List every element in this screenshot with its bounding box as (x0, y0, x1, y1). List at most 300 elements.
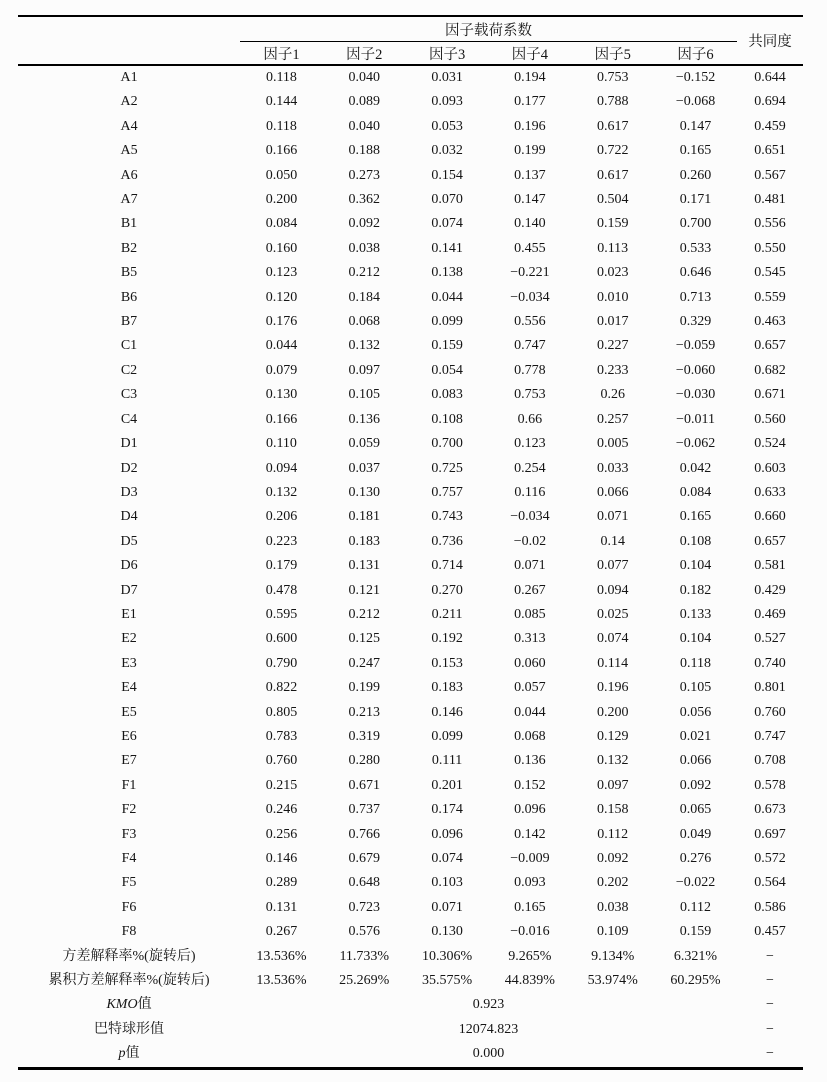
communality-cell: 0.469 (754, 606, 786, 622)
summary-row-label: KMO值 (106, 997, 152, 1013)
row-label: E5 (121, 704, 137, 720)
communality-cell: 0.682 (754, 362, 786, 378)
loading-cell: 0.033 (596, 460, 629, 476)
factor-loadings-group-header: 因子载荷系数 (240, 16, 737, 42)
table-row (18, 530, 803, 554)
row-label: B2 (120, 240, 138, 256)
loading-cell: 0.289 (265, 875, 298, 891)
variance-cell: 9.265% (508, 948, 552, 964)
variance-cell: 9.134% (591, 948, 635, 964)
loading-cell: 0.152 (514, 777, 546, 793)
table-row (18, 334, 803, 358)
table-row (18, 579, 803, 603)
loading-cell: 0.132 (265, 484, 298, 500)
loading-cell: 0.147 (679, 118, 712, 134)
loading-cell: 0.223 (265, 533, 298, 549)
loading-cell: 0.074 (596, 631, 629, 647)
row-label: F4 (121, 851, 137, 866)
loading-cell: 0.105 (679, 680, 712, 696)
loading-cell: 0.044 (514, 704, 546, 720)
table-row (18, 505, 803, 529)
loading-cell: 0.097 (348, 362, 381, 378)
loading-cell: 0.267 (265, 924, 298, 940)
loading-cell: 0.038 (596, 899, 629, 915)
variance-cell: 60.295% (670, 973, 721, 989)
loading-cell: 0.099 (431, 314, 463, 330)
row-label: C3 (120, 387, 138, 403)
table-row (18, 871, 803, 895)
table-row (18, 65, 803, 90)
loading-cell: 0.092 (348, 216, 381, 232)
communality-cell: 0.673 (754, 802, 786, 818)
loading-cell: −0.221 (510, 265, 550, 281)
row-label: B6 (120, 289, 138, 305)
loading-cell: 0.144 (265, 94, 298, 110)
loading-cell: 0.270 (431, 582, 463, 598)
summary-value: 0.000 (472, 1046, 505, 1062)
loading-cell: 0.138 (431, 265, 463, 281)
factor-3-header: 因子3 (406, 42, 489, 66)
variance-cell: 13.536% (256, 948, 307, 964)
factor-header-row (18, 42, 803, 66)
row-label: C1 (120, 338, 138, 354)
row-label: C2 (120, 362, 138, 378)
loading-cell: 0.246 (265, 802, 298, 818)
loading-cell: 0.329 (679, 314, 712, 330)
table-row (18, 823, 803, 847)
loading-cell: 0.071 (431, 899, 463, 915)
variance-cell: 53.974% (587, 973, 638, 989)
communality-cell: 0.572 (754, 851, 786, 866)
row-label: F2 (121, 802, 137, 818)
loading-cell: 0.130 (265, 387, 298, 403)
loading-cell: 0.280 (348, 753, 381, 769)
loading-cell: 0.070 (431, 192, 463, 208)
loading-cell: 0.105 (348, 387, 381, 403)
row-label: F1 (121, 777, 137, 793)
table-row (18, 896, 803, 920)
loading-cell: 0.133 (679, 606, 712, 622)
loading-cell: 0.233 (596, 362, 629, 378)
loading-cell: −0.011 (676, 411, 715, 427)
loading-cell: 0.181 (348, 509, 381, 525)
loading-cell: 0.183 (431, 680, 463, 696)
loading-cell: 0.065 (679, 802, 712, 818)
loading-cell: 0.125 (348, 631, 381, 647)
loading-cell: 0.104 (679, 631, 712, 647)
loading-cell: 0.213 (348, 704, 381, 720)
communality-cell: 0.651 (754, 143, 786, 159)
loading-cell: 0.147 (514, 192, 546, 208)
loading-cell: 0.179 (265, 558, 298, 574)
loading-cell: 0.822 (265, 680, 298, 696)
loading-cell: 0.060 (514, 655, 546, 671)
row-label: D2 (120, 460, 138, 476)
loading-cell: 0.176 (265, 314, 298, 330)
variance-row-label: 累积方差解释率%(旋转后) (48, 973, 210, 989)
row-label: F5 (121, 875, 137, 891)
communality-cell: 0.527 (754, 631, 786, 647)
row-label: A7 (120, 192, 138, 208)
loading-cell: 0.200 (265, 192, 298, 208)
loading-cell: 0.196 (596, 680, 629, 696)
table-row (18, 408, 803, 432)
loading-cell: 0.153 (431, 655, 463, 671)
row-label: A6 (120, 167, 138, 183)
table-row (18, 725, 803, 749)
row-label: A4 (120, 118, 138, 134)
loading-cell: 0.455 (514, 240, 546, 256)
loading-cell: 0.084 (679, 484, 712, 500)
loading-cell: 0.671 (348, 777, 381, 793)
row-label: D3 (120, 484, 138, 500)
row-label: F3 (121, 826, 137, 842)
loading-cell: 0.700 (431, 436, 463, 452)
communality-cell: 0.586 (754, 899, 786, 915)
loading-cell: −0.009 (510, 851, 550, 866)
loading-cell: 0.071 (514, 558, 546, 574)
row-label: D5 (120, 533, 138, 549)
loading-cell: 0.136 (348, 411, 381, 427)
row-label: B5 (120, 265, 138, 281)
loading-cell: 0.790 (265, 655, 298, 671)
summary-row (18, 1018, 803, 1042)
communality-cell: 0.747 (754, 728, 786, 744)
loading-cell: 0.714 (431, 558, 463, 574)
loading-cell: −0.030 (675, 387, 716, 403)
loading-cell: 0.093 (431, 94, 463, 110)
factor-6-header: 因子6 (654, 42, 737, 66)
loading-cell: 0.057 (514, 680, 546, 696)
table-row (18, 554, 803, 578)
loading-cell: 0.736 (431, 533, 463, 549)
empty-label-header (18, 42, 240, 66)
table-row (18, 457, 803, 481)
loading-cell: 0.042 (679, 460, 712, 476)
table-row (18, 261, 803, 285)
loading-cell: 0.533 (679, 240, 712, 256)
loading-cell: −0.02 (513, 533, 547, 549)
loading-cell: 0.121 (348, 582, 381, 598)
loading-cell: 0.757 (431, 484, 463, 500)
loading-cell: 0.700 (679, 216, 712, 232)
loading-cell: 0.129 (596, 728, 629, 744)
communality-cell: 0.671 (754, 387, 786, 403)
loading-cell: 0.166 (265, 411, 298, 427)
table-row (18, 164, 803, 188)
variance-cell: 35.575% (421, 973, 473, 989)
loading-cell: 0.074 (431, 851, 463, 866)
loading-cell: 0.194 (514, 70, 546, 85)
row-label: E4 (121, 680, 137, 696)
loading-cell: 0.215 (265, 777, 298, 793)
loading-cell: 0.159 (679, 924, 712, 940)
loading-cell: 0.111 (431, 753, 463, 769)
table-row (18, 652, 803, 676)
loading-cell: 0.113 (597, 240, 629, 256)
loading-cell: 0.227 (596, 338, 629, 354)
summary-row-label: 巴特球形值 (94, 1021, 165, 1037)
factor-5-header: 因子5 (571, 42, 654, 66)
loading-cell: −0.059 (675, 338, 716, 354)
communality-cell: 0.550 (754, 240, 786, 256)
loading-cell: 0.131 (265, 899, 298, 915)
loading-cell: 0.617 (596, 167, 629, 183)
communality-cell: 0.564 (754, 875, 786, 891)
loading-cell: 0.753 (514, 387, 546, 403)
loading-cell: 0.158 (596, 802, 629, 818)
table-row (18, 603, 803, 627)
loading-cell: 0.123 (514, 436, 546, 452)
communality-cell: 0.578 (754, 777, 786, 793)
loading-cell: 0.040 (348, 118, 381, 134)
loading-cell: 0.032 (431, 143, 463, 159)
variance-cell: 6.321% (673, 948, 718, 964)
row-label: A5 (120, 143, 138, 159)
loading-cell: 0.165 (679, 509, 712, 525)
communality-cell: 0.603 (754, 460, 786, 476)
loading-cell: 0.183 (348, 533, 381, 549)
row-label: E2 (121, 631, 137, 647)
loading-cell: 0.053 (431, 118, 463, 134)
loading-cell: 0.166 (265, 143, 298, 159)
empty-corner-cell (18, 16, 240, 42)
loading-cell: 0.108 (431, 411, 463, 427)
loading-cell: 0.146 (265, 851, 298, 866)
table-row (18, 90, 803, 114)
loading-cell: 0.118 (680, 655, 711, 671)
table-row (18, 676, 803, 700)
loading-cell: 0.130 (431, 924, 463, 940)
loading-cell: −0.034 (510, 289, 550, 305)
loading-cell: 0.077 (596, 558, 629, 574)
loading-cell: 0.778 (514, 362, 546, 378)
loading-cell: 0.743 (431, 509, 463, 525)
table-row (18, 798, 803, 822)
communality-cell: − (766, 997, 774, 1013)
loading-cell: 0.753 (596, 70, 629, 85)
loading-cell: 0.104 (679, 558, 712, 574)
communality-cell: 0.463 (754, 314, 786, 330)
row-label: D4 (120, 509, 138, 525)
loading-cell: 0.747 (514, 338, 546, 354)
loading-cell: 0.118 (265, 70, 297, 85)
communality-cell: 0.556 (754, 216, 786, 232)
table-row (18, 188, 803, 212)
table-body (18, 65, 803, 1068)
communality-cell: 0.559 (754, 289, 786, 305)
row-label: E7 (121, 753, 137, 769)
row-label: E6 (121, 728, 137, 744)
loading-cell: −0.068 (675, 94, 716, 110)
loading-cell: 0.071 (596, 509, 629, 525)
loading-cell: 0.131 (348, 558, 381, 574)
row-label: A2 (120, 94, 138, 110)
loading-cell: 0.362 (348, 192, 381, 208)
loading-cell: 0.600 (265, 631, 298, 647)
loading-cell: 0.165 (679, 143, 712, 159)
variance-cell: 10.306% (421, 948, 473, 964)
factor-4-header: 因子4 (488, 42, 571, 66)
row-label: B1 (120, 216, 138, 232)
loading-cell: 0.206 (265, 509, 298, 525)
loading-cell: 0.094 (596, 582, 629, 598)
loading-cell: 0.313 (514, 631, 546, 647)
communality-cell: 0.694 (754, 94, 786, 110)
loading-cell: 0.737 (348, 802, 381, 818)
loading-cell: 0.112 (680, 899, 711, 915)
row-label: C4 (120, 411, 138, 427)
table-row (18, 432, 803, 456)
loading-cell: 0.174 (431, 802, 463, 818)
loading-cell: 0.276 (679, 851, 712, 866)
table-row (18, 359, 803, 383)
factor-loading-table (18, 15, 803, 1070)
communality-cell: − (766, 973, 774, 989)
summary-row (18, 1042, 803, 1068)
loading-cell: 0.182 (679, 582, 712, 598)
loading-cell: 0.595 (265, 606, 298, 622)
loading-cell: 0.723 (348, 899, 381, 915)
communality-header: 共同度 (737, 16, 803, 65)
loading-cell: 0.050 (265, 167, 298, 183)
communality-cell: 0.660 (754, 509, 786, 525)
variance-row (18, 945, 803, 969)
communality-cell: − (766, 1046, 774, 1062)
loading-cell: 0.085 (514, 606, 546, 622)
loading-cell: −0.016 (510, 924, 550, 940)
loading-cell: 0.211 (431, 606, 463, 622)
table-row (18, 920, 803, 944)
loading-cell: 0.130 (348, 484, 381, 500)
loading-cell: 0.066 (679, 753, 712, 769)
loading-cell: 0.260 (679, 167, 712, 183)
group-header-row (18, 16, 803, 42)
loading-cell: 0.267 (514, 582, 546, 598)
variance-cell: 13.536% (256, 973, 307, 989)
loading-cell: 0.096 (431, 826, 463, 842)
communality-cell: 0.760 (754, 704, 786, 720)
loading-cell: 0.132 (596, 753, 629, 769)
communality-cell: 0.697 (754, 826, 786, 842)
loading-cell: 0.037 (348, 460, 381, 476)
communality-cell: 0.581 (754, 558, 786, 574)
table-row (18, 212, 803, 236)
loading-cell: 0.094 (265, 460, 298, 476)
loading-cell: 0.319 (348, 728, 381, 744)
loading-cell: 0.056 (679, 704, 712, 720)
summary-row-label: p值 (118, 1046, 140, 1062)
communality-cell: 0.524 (754, 436, 786, 452)
loading-cell: 0.159 (596, 216, 629, 232)
loading-cell: 0.165 (514, 899, 546, 915)
loading-cell: 0.504 (596, 192, 629, 208)
loading-cell: 0.140 (514, 216, 546, 232)
communality-cell: 0.657 (754, 338, 786, 354)
loading-cell: 0.184 (348, 289, 381, 305)
loading-cell: 0.478 (265, 582, 298, 598)
loading-cell: 0.099 (431, 728, 463, 744)
loading-cell: 0.092 (679, 777, 712, 793)
row-label: D7 (120, 582, 138, 598)
row-label: A1 (120, 70, 138, 85)
row-label: D1 (120, 436, 138, 452)
table-row (18, 774, 803, 798)
loading-cell: 0.112 (597, 826, 629, 842)
loading-cell: 0.725 (431, 460, 463, 476)
communality-cell: 0.459 (754, 118, 786, 134)
loading-cell: 0.025 (596, 606, 629, 622)
loading-cell: 0.679 (348, 851, 381, 866)
loading-cell: 0.103 (431, 875, 463, 891)
loading-cell: 0.556 (514, 314, 546, 330)
loading-cell: 0.713 (679, 289, 712, 305)
loading-cell: 0.031 (431, 70, 463, 85)
summary-value: 12074.823 (458, 1021, 519, 1037)
communality-cell: 0.429 (754, 582, 786, 598)
loading-cell: −0.152 (675, 70, 716, 85)
table-row (18, 627, 803, 651)
communality-cell: 0.560 (754, 411, 786, 427)
loading-cell: 0.160 (265, 240, 298, 256)
communality-cell: 0.481 (754, 192, 786, 208)
communality-cell: 0.644 (754, 70, 786, 85)
loading-cell: 0.074 (431, 216, 463, 232)
loading-cell: 0.049 (679, 826, 712, 842)
table-row (18, 237, 803, 261)
communality-cell: 0.801 (754, 680, 786, 696)
loading-cell: 0.200 (596, 704, 629, 720)
communality-cell: 0.567 (754, 167, 786, 183)
loading-cell: 0.109 (596, 924, 629, 940)
loading-cell: 0.120 (265, 289, 298, 305)
loading-cell: 0.159 (431, 338, 463, 354)
loading-cell: 0.068 (348, 314, 381, 330)
loading-cell: 0.788 (596, 94, 629, 110)
table-row (18, 310, 803, 334)
loading-cell: 0.017 (596, 314, 629, 330)
loading-cell: 0.171 (679, 192, 712, 208)
loading-cell: 0.108 (679, 533, 712, 549)
loading-cell: 0.068 (514, 728, 546, 744)
loading-cell: 0.083 (431, 387, 463, 403)
communality-cell: 0.657 (754, 533, 786, 549)
communality-cell: − (766, 1021, 774, 1037)
communality-cell: 0.545 (754, 265, 786, 281)
loading-cell: 0.054 (431, 362, 463, 378)
loading-cell: −0.062 (675, 436, 716, 452)
loading-cell: 0.089 (348, 94, 381, 110)
loading-cell: 0.202 (596, 875, 629, 891)
communality-cell: − (766, 948, 774, 964)
row-label: F6 (121, 899, 137, 915)
variance-cell: 44.839% (504, 973, 555, 989)
table-row (18, 286, 803, 310)
table-row (18, 481, 803, 505)
loading-cell: 0.201 (431, 777, 463, 793)
loading-cell: 0.021 (679, 728, 712, 744)
loading-cell: −0.034 (510, 509, 550, 525)
loading-cell: 0.722 (596, 143, 629, 159)
row-label: B7 (120, 314, 138, 330)
factor-1-header: 因子1 (240, 42, 323, 66)
row-label: D6 (120, 558, 138, 574)
loading-cell: −0.060 (675, 362, 716, 378)
variance-row-label: 方差解释率%(旋转后) (62, 948, 196, 964)
communality-cell: 0.633 (754, 484, 786, 500)
loading-cell: 0.617 (596, 118, 629, 134)
loading-cell: 0.576 (348, 924, 381, 940)
